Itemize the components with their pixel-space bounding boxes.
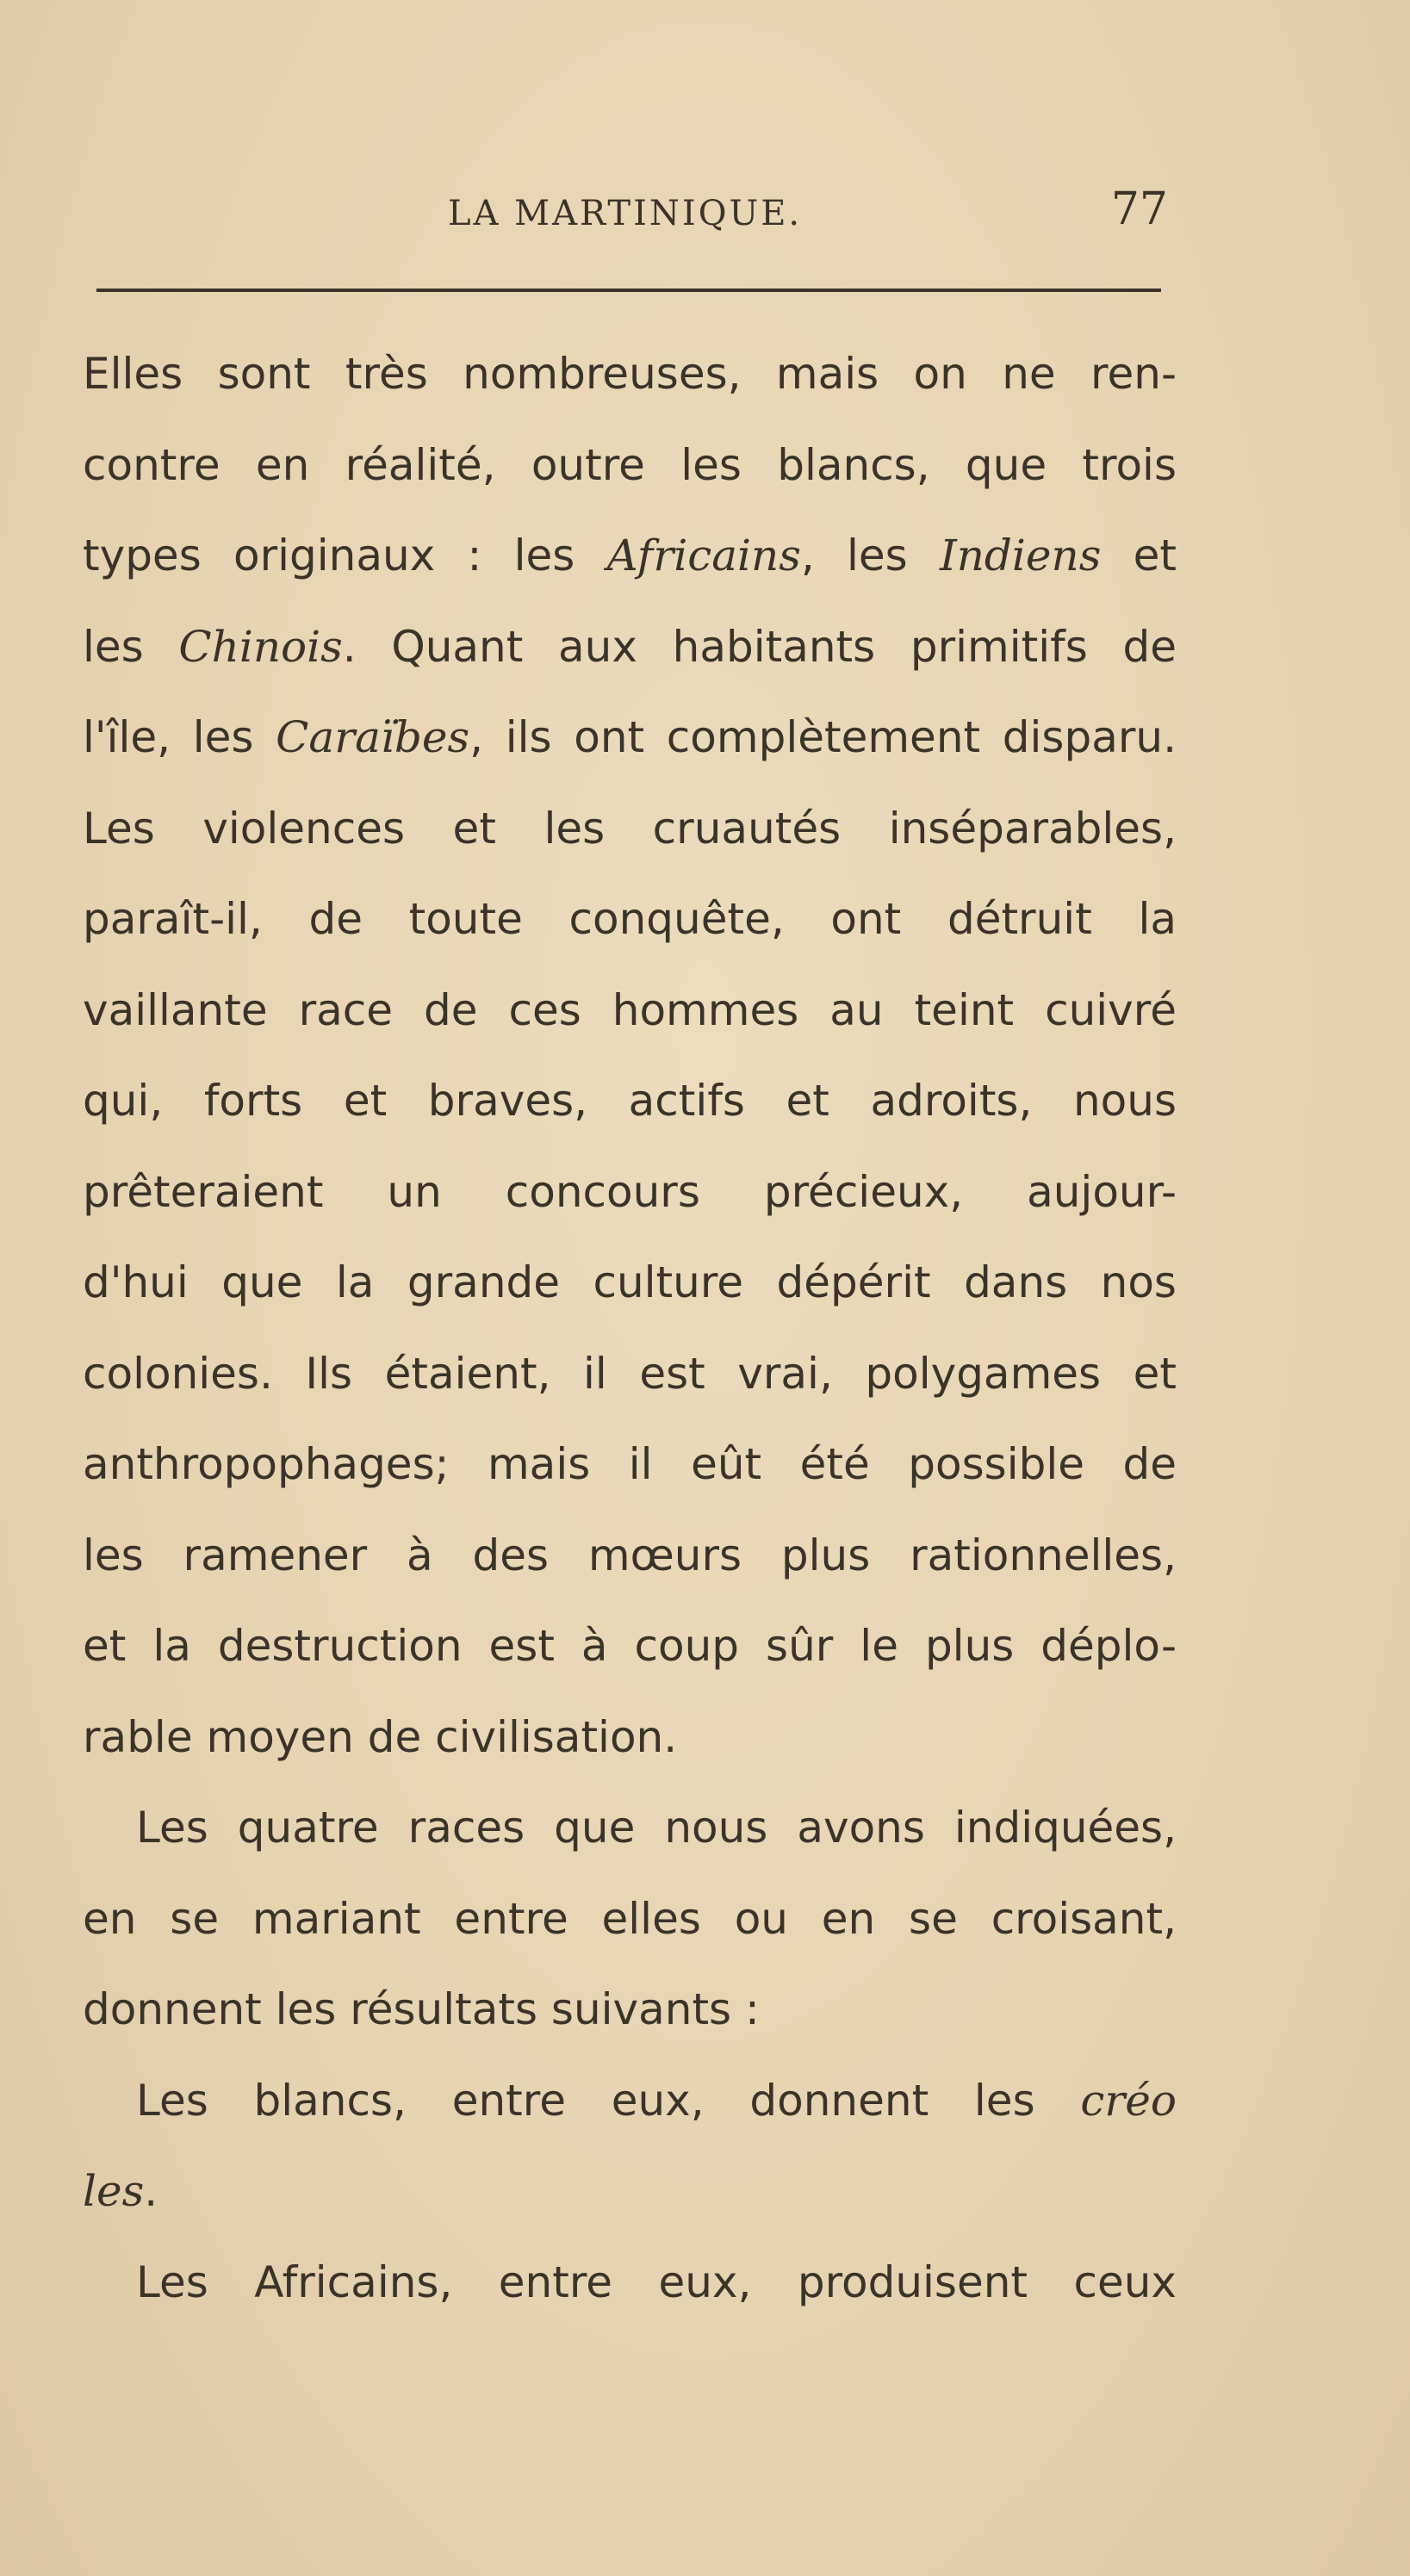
text-line: Les Africains, entre eux, produisent ceux [136,2256,1177,2307]
text-line: l'île, les Caraïbes, ils ont complètement disparu. [83,712,1177,762]
text-line: colonies. Ils étaient, il est vrai, polygames et [83,1348,1177,1399]
text-line: les. [83,2166,158,2216]
text-line: paraît-il, de toute conquête, ont détruit la [83,894,1177,944]
page-header [86,177,1168,237]
text-line: d'hui que la grande culture dépérit dans nos [83,1257,1177,1307]
text-line: et la destruction est à coup sûr le plus déplo- [83,1621,1177,1671]
text-line: vaillante race de ces hommes au teint cuivré [83,984,1177,1035]
text-line: Les quatre races que nous avons indiquées, [136,1803,1177,1853]
text-line: anthropophages; mais il eût été possible de [83,1439,1177,1489]
text-line: Elles sont très nombreuses, mais on ne ren- [83,349,1177,399]
body-text [83,329,1177,2328]
text-line: prêteraient un concours précieux, aujour- [83,1166,1177,1217]
text-line: qui, forts et braves, actifs et adroits, nous [83,1076,1177,1126]
running-title: LA MARTINIQUE. [448,194,803,233]
header-rule [96,289,1161,292]
text-line: en se mariant entre elles ou en se croisant, [83,1893,1177,1944]
text-line: les ramener à des mœurs plus rationnelles, [83,1530,1177,1580]
page-number: 77 [1110,183,1168,235]
text-line: rable moyen de civilisation. [83,1711,678,1762]
text-line: Les violences et les cruautés inséparables, [83,803,1177,853]
text-line: donnent les résultats suivants : [83,1984,760,2034]
text-line: les Chinois. Quant aux habitants primitifs de [83,621,1177,672]
text-line: contre en réalité, outre les blancs, que trois [83,439,1177,490]
text-line: types originaux : les Africains, les Indiens et [83,531,1177,580]
text-line: Les blancs, entre eux, donnent les créo [136,2075,1177,2126]
